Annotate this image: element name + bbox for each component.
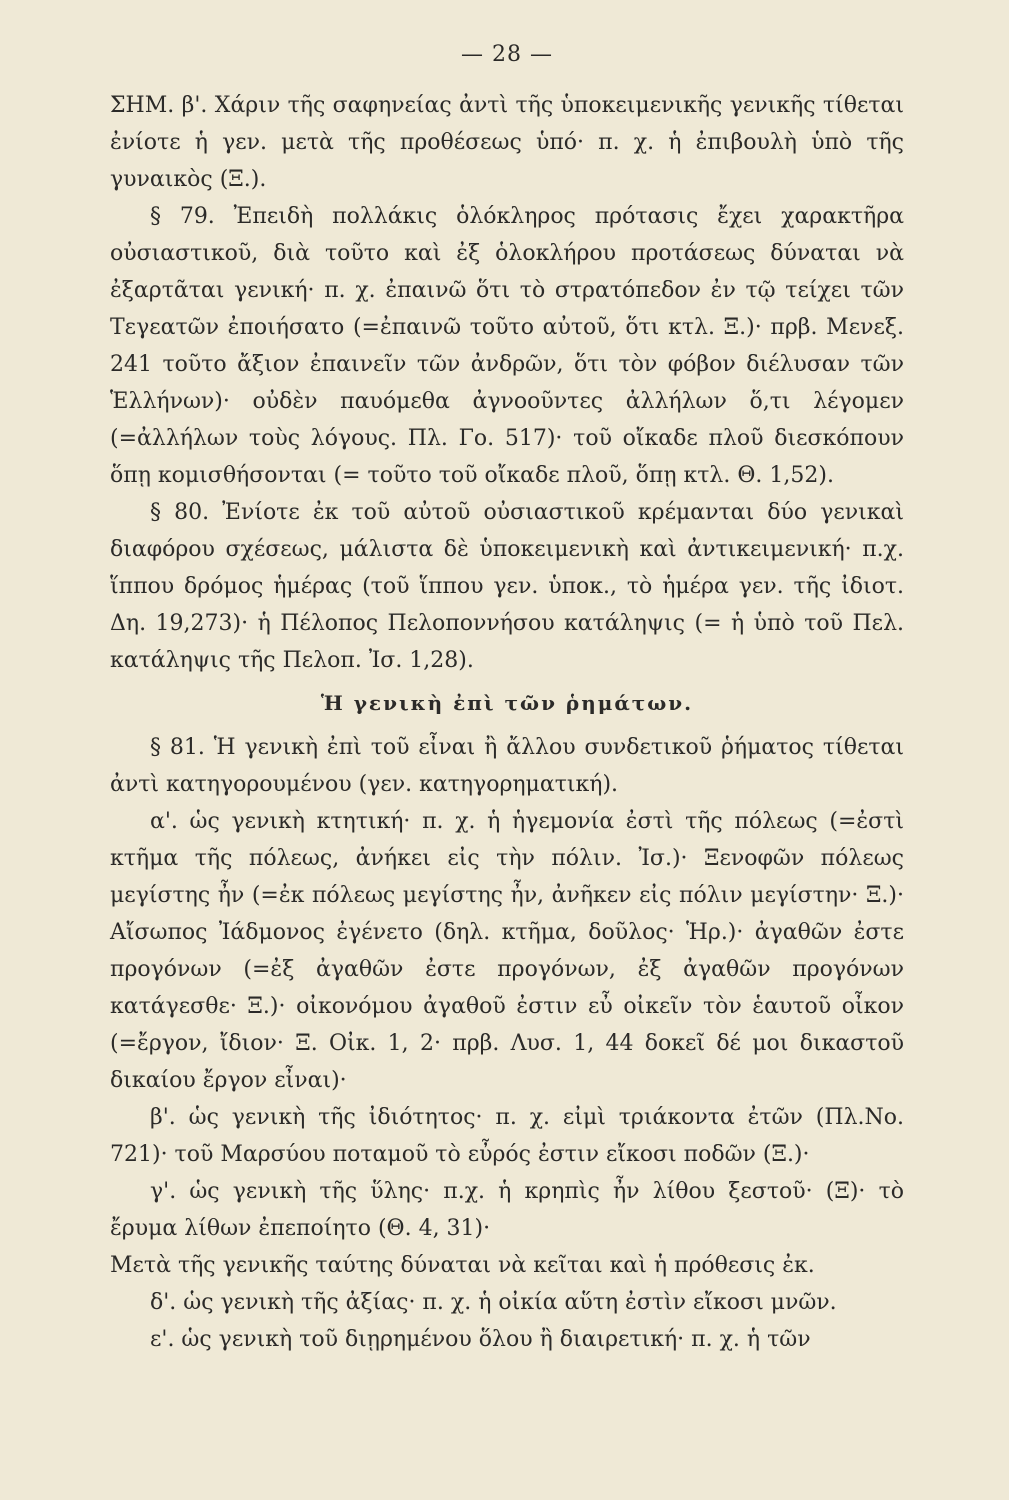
item-delta: δ'. ὡς γενικὴ τῆς ἀξίας· π. χ. ἡ οἰκία αὕτη ἐστὶν εἴκοσι μνῶν. [150,1290,837,1315]
section-79: § 79. Ἐπειδὴ πολλάκις ὁλόκληρος πρότασις ἔχει χαρακτῆρα οὐσιαστικοῦ, διὰ τοῦτο καὶ ἐξ ὁλοκλήρου προτάσεως δύναται νὰ ἐξαρτᾶται γενική· π. χ. ἐπαινῶ ὅτι τὸ στρατόπεδον ἐν τῷ τείχει τῶν Τεγεατῶν ἐποιήσατο (=ἐπαινῶ τοῦτο αὐτοῦ, ὅτι κτλ. Ξ.)· πρβ. Μενεξ. 241 τοῦτο ἄξιον ἐπαινεῖν τῶν ἀνδρῶν, ὅτι τὸν φόβον διέλυσαν τῶν Ἑλλήνων)· οὐδὲν παυόμεθα ἀγνοοῦντες ἀλλήλων ὅ,τι λέγομεν (=ἀλλήλων τοὺς λόγους. Πλ. Γο. 517)· τοῦ οἴκαδε πλοῦ διεσκόπουν ὅπῃ κομισθήσονται (= τοῦτο τοῦ οἴκαδε πλοῦ, ὅπῃ κτλ. Θ. 1,52). [110,204,904,488]
section-81: § 81. Ἡ γενικὴ ἐπὶ τοῦ εἶναι ἢ ἄλλου συνδετικοῦ ῥήματος τίθεται ἀντὶ κατηγορουμένου (γεν. κατηγορηματική). [110,735,904,797]
item-gamma: γ'. ὡς γενικὴ τῆς ὕλης· π.χ. ἡ κρηπὶς ἦν λίθου ξεστοῦ· (Ξ)· τὸ ἔρυμα λίθων ἐπεποίητο (Θ. 4, 31)· [110,1179,904,1241]
item-beta: β'. ὡς γενικὴ τῆς ἰδιότητος· π. χ. εἰμὶ τριάκοντα ἐτῶν (Πλ.Νο. 721)· τοῦ Μαρσύου ποταμοῦ τὸ εὖρός ἐστιν εἴκοσι ποδῶν (Ξ.)· [110,1105,904,1167]
item-alpha: α'. ὡς γενικὴ κτητική· π. χ. ἡ ἡγεμονία ἐστὶ τῆς πόλεως (=ἐστὶ κτῆμα τῆς πόλεως, ἀνήκει εἰς τὴν πόλιν. Ἰσ.)· Ξενοφῶν πόλεως μεγίστης ἦν (=ἐκ πόλεως μεγίστης ἦν, ἀνῆκεν εἰς πόλιν μεγίστην· Ξ.)· Αἴσωπος Ἰάδμονος ἐγένετο (δηλ. κτῆμα, δοῦλος· Ἡρ.)· ἀγαθῶν ἐστε προγόνων (=ἐξ ἀγαθῶν ἐστε προγόνων, ἐξ ἀγαθῶν προγόνων κατάγεσθε· Ξ.)· οἰκονόμου ἀγαθοῦ ἐστιν εὖ οἰκεῖν τὸν ἑαυτοῦ οἶκον (=ἔργον, ἴδιον· Ξ. Οἰκ. 1, 2· πρβ. Λυσ. 1, 44 δοκεῖ δέ μοι δικαστοῦ δικαίου ἔργον εἶναι)· [110,809,904,1093]
item-epsilon: ε'. ὡς γενικὴ τοῦ διῃρημένου ὅλου ἢ διαιρετική· π. χ. ἡ τῶν [150,1327,811,1352]
section-heading: Ἡ γενικὴ ἐπὶ τῶν ῥημάτων. [320,691,694,715]
section-80: § 80. Ἐνίοτε ἐκ τοῦ αὐτοῦ οὐσιαστικοῦ κρέμανται δύο γενικαὶ διαφόρου σχέσεως, μάλιστα δὲ ὑποκειμενικὴ καὶ ἀντικειμενική· π.χ. ἵππου δρόμος ἡμέρας (τοῦ ἵππου γεν. ὑποκ., τὸ ἡμέρα γεν. τῆς ἰδιοτ. Δη. 19,273)· ἡ Πέλοπος Πελοποννήσου κατάληψις (= ἡ ὑπὸ τοῦ Πελ. κατάληψις τῆς Πελοπ. Ἰσ. 1,28). [110,500,904,673]
gamma-note: Μετὰ τῆς γενικῆς ταύτης δύναται νὰ κεῖται καὶ ἡ πρόθεσις ἐκ. [110,1253,815,1278]
page-number: — 28 — [461,42,553,67]
note-paragraph: ΣΗΜ. β'. Χάριν τῆς σαφηνείας ἀντὶ τῆς ὑποκειμενικῆς γενικῆς τίθεται ἐνίοτε ἡ γεν. μετὰ τῆς προθέσεως ὑπό· π. χ. ἡ ἐπιβουλὴ ὑπὸ τῆς γυναικὸς (Ξ.). [110,93,904,192]
